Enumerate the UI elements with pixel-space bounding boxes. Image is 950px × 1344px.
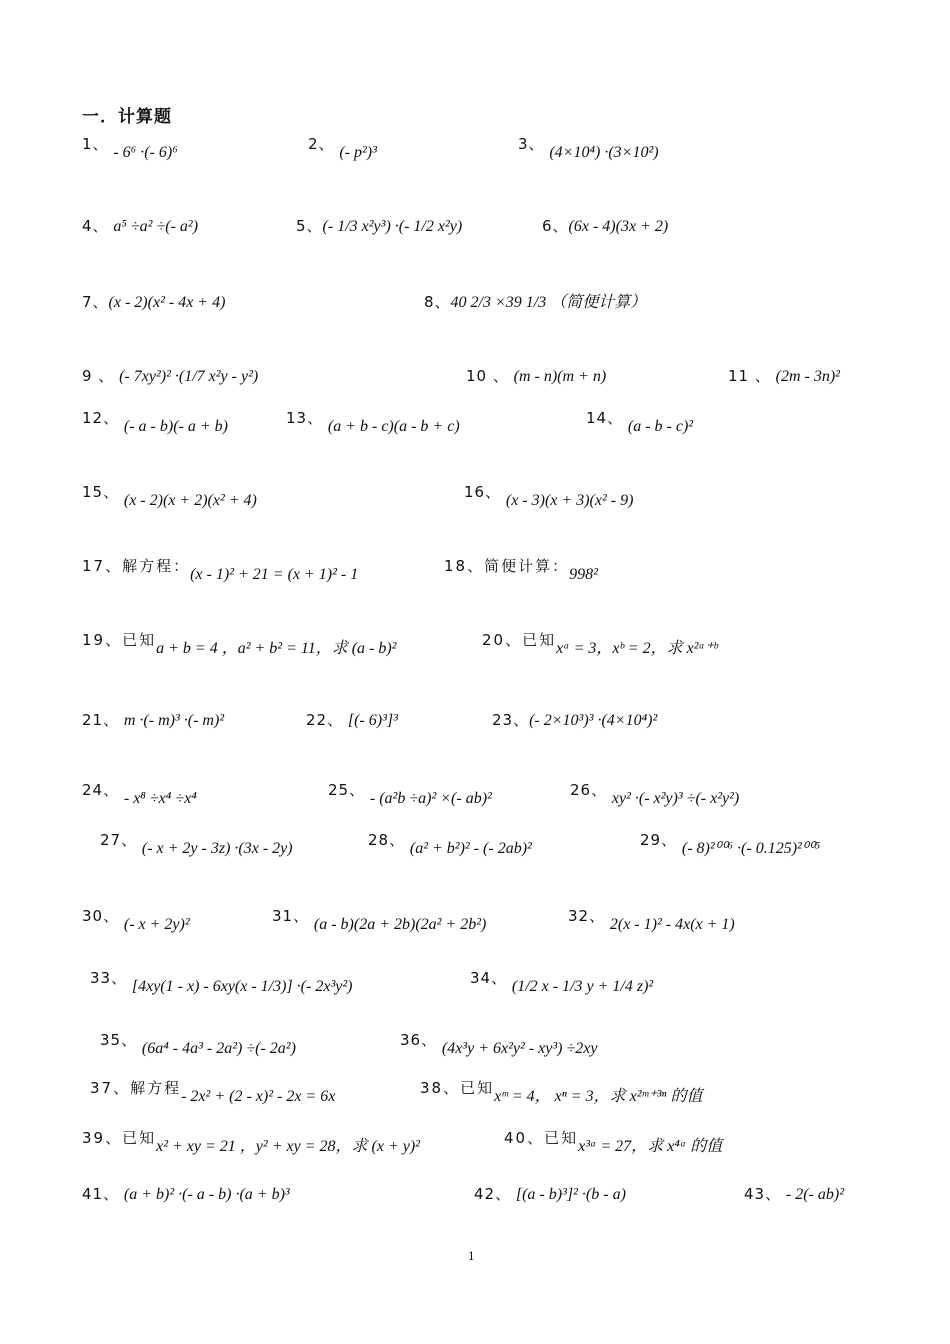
problem-15: 15、 (x - 2)(x + 2)(x² + 4) (82, 483, 257, 509)
problem-31: 31、 (a - b)(2a + 2b)(2a² + 2b²) (272, 907, 487, 933)
problem-1: 1、 - 6⁶ ·(- 6)⁶ (82, 135, 178, 161)
problem-20: 20、已知xᵃ = 3，xᵇ = 2，求 x²ᵃ⁺ᵇ (482, 631, 718, 657)
problem-32: 32、 2(x - 1)² - 4x(x + 1) (568, 907, 735, 933)
problem-5: 5、(- 1/3 x²y³) ·(- 1/2 x²y) (296, 217, 463, 235)
problem-13: 13、 (a + b - c)(a - b + c) (286, 409, 460, 435)
problem-2: 2、 (- p²)³ (308, 135, 377, 161)
problem-7: 7、(x - 2)(x² - 4x + 4) (82, 293, 226, 311)
problem-12: 12、 (- a - b)(- a + b) (82, 409, 228, 435)
problem-30: 30、 (- x + 2y)² (82, 907, 190, 933)
problem-42: 42、 [(a - b)³]² ·(b - a) (474, 1185, 626, 1203)
problem-40: 40、已知x³ᵃ = 27，求 x⁴ᵃ 的值 (504, 1129, 723, 1155)
problem-4: 4、 a⁵ ÷a² ÷(- a²) (82, 217, 199, 235)
problem-24: 24、 - x⁸ ÷x⁴ ÷x⁴ (82, 781, 197, 807)
problem-14: 14、 (a - b - c)² (586, 409, 694, 435)
problem-6: 6、(6x - 4)(3x + 2) (542, 217, 669, 235)
problem-26: 26、 xy² ·(- x²y)³ ÷(- x²y²) (570, 781, 740, 807)
problem-36: 36、 (4x³y + 6x²y² - xy³) ÷2xy (400, 1031, 598, 1057)
problem-38: 38、已知xᵐ = 4， xⁿ = 3，求 x²ᵐ⁺³ⁿ 的值 (420, 1079, 703, 1105)
problem-16: 16、 (x - 3)(x + 3)(x² - 9) (464, 483, 634, 509)
problem-33: 33、 [4xy(1 - x) - 6xy(x - 1/3)] ·(- 2x³y²) (90, 969, 353, 995)
problem-11: 11 、 (2m - 3n)² (728, 367, 840, 385)
problem-43: 43、 - 2(- ab)² (744, 1185, 844, 1203)
problem-28: 28、 (a² + b²)² - (- 2ab)² (368, 831, 532, 857)
page-number: 1 (468, 1248, 475, 1263)
problem-35: 35、 (6a⁴ - 4a³ - 2a²) ÷(- 2a²) (100, 1031, 296, 1057)
problem-37: 37、解方程- 2x² + (2 - x)² - 2x = 6x (90, 1079, 336, 1105)
problem-21: 21、 m ·(- m)³ ·(- m)² (82, 711, 225, 729)
problem-25: 25、 - (a²b ÷a)² ×(- ab)² (328, 781, 492, 807)
problem-10: 10 、 (m - n)(m + n) (466, 367, 607, 385)
problem-8: 8、40 2/3 ×39 1/3 （简便计算） (424, 293, 647, 311)
problem-17: 17、解方程：(x - 1)² + 21 = (x + 1)² - 1 (82, 557, 359, 583)
problem-18: 18、简便计算：998² (444, 557, 598, 583)
problem-29: 29、 (- 8)²⁰⁰⁶ ·(- 0.125)²⁰⁰⁵ (640, 831, 821, 857)
problem-41: 41、 (a + b)² ·(- a - b) ·(a + b)³ (82, 1185, 290, 1203)
problem-22: 22、 [(- 6)³]³ (306, 711, 398, 729)
problem-34: 34、 (1/2 x - 1/3 y + 1/4 z)² (470, 969, 654, 995)
problem-19: 19、已知a + b = 4 ，a² + b² = 11，求 (a - b)² (82, 631, 397, 657)
problem-27: 27、 (- x + 2y - 3z) ·(3x - 2y) (100, 831, 293, 857)
problem-23: 23、(- 2×10³)³ ·(4×10⁴)² (492, 711, 658, 729)
section-heading: 一．计算题 (82, 107, 172, 127)
problem-3: 3、 (4×10⁴) ·(3×10²) (518, 135, 659, 161)
problem-9: 9 、 (- 7xy²)² ·(1/7 x²y - y²) (82, 367, 259, 385)
problem-39: 39、已知x² + xy = 21 ，y² + xy = 28，求 (x + y)² (82, 1129, 420, 1155)
